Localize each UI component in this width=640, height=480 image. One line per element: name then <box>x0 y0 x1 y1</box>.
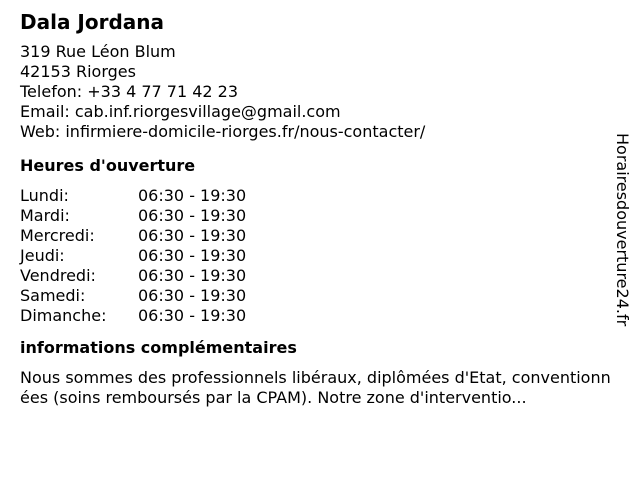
hours-value: 06:30 - 19:30 <box>138 186 247 205</box>
business-card <box>20 10 620 408</box>
hours-row <box>20 306 620 326</box>
additional-info-heading: informations complémentaires <box>20 338 297 357</box>
day-label: Dimanche: <box>20 306 107 325</box>
day-label: Mercredi: <box>20 226 95 245</box>
hours-row <box>20 206 620 226</box>
hours-row <box>20 246 620 266</box>
additional-info-text: Nous sommes des professionnels libéraux, diplômées d'Etat, conventionnées (soins remboursés par la CPAM). Notre zone d'interventio... <box>20 368 611 407</box>
day-label: Mardi: <box>20 206 70 225</box>
hours-row <box>20 226 620 246</box>
email-line[interactable]: Email: cab.inf.riorgesvillage@gmail.com <box>20 102 341 121</box>
web-line[interactable]: Web: infirmiere-domicile-riorges.fr/nous-contacter/ <box>20 122 426 141</box>
opening-hours-table <box>20 186 620 326</box>
hours-value: 06:30 - 19:30 <box>138 246 247 265</box>
hours-row <box>20 266 620 286</box>
city-postal: 42153 Riorges <box>20 62 136 81</box>
hours-value: 06:30 - 19:30 <box>138 206 247 225</box>
day-label: Samedi: <box>20 286 86 305</box>
contact-block <box>20 42 620 142</box>
hours-value: 06:30 - 19:30 <box>138 286 247 305</box>
day-label: Lundi: <box>20 186 69 205</box>
street-address: 319 Rue Léon Blum <box>20 42 176 61</box>
hours-value: 06:30 - 19:30 <box>138 226 247 245</box>
day-label: Vendredi: <box>20 266 96 285</box>
site-watermark: Horairesdouverture24.fr <box>613 133 632 327</box>
hours-row <box>20 286 620 306</box>
hours-value: 06:30 - 19:30 <box>138 266 247 285</box>
phone-line[interactable]: Telefon: +33 4 77 71 42 23 <box>20 82 239 101</box>
hours-value: 06:30 - 19:30 <box>138 306 247 325</box>
opening-hours-heading: Heures d'ouverture <box>20 156 196 175</box>
day-label: Jeudi: <box>20 246 65 265</box>
hours-row <box>20 186 620 206</box>
business-name: Dala Jordana <box>20 10 165 34</box>
